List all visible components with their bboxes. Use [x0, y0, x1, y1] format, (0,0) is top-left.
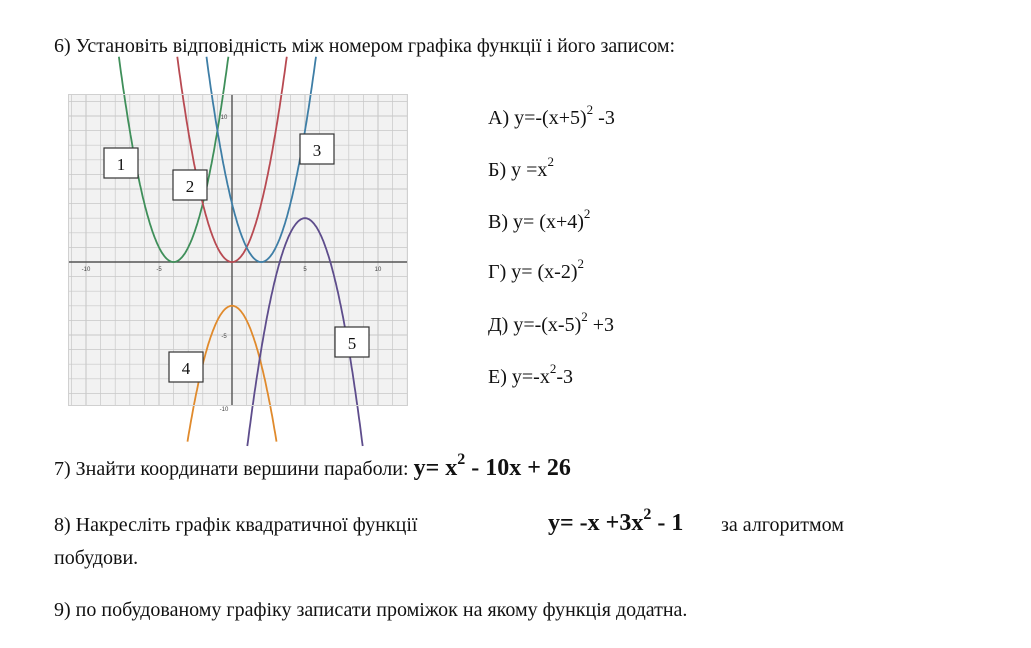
answer-formula: y=-(x-5)	[513, 314, 582, 336]
answer-v	[488, 206, 591, 234]
answer-formula-tail: -3	[556, 366, 574, 388]
task9: 9) по побудованому графіку записати проміжок на якому функція додатна.	[54, 599, 688, 621]
graph-label-2: 2	[185, 177, 195, 196]
task8-text: 8) Накресліть графік квадратичної функції	[54, 514, 418, 536]
exponent: 2	[586, 102, 594, 118]
tick-label: -10	[81, 267, 91, 273]
task7	[54, 451, 571, 481]
graph-canvas	[68, 94, 408, 413]
answer-letter: Б)	[488, 159, 507, 181]
exponent: 2	[583, 206, 591, 222]
answer-letter: Г)	[488, 261, 507, 283]
task6-heading: 6) Установіть відповідність між номером графіка функції і його записом:	[54, 35, 676, 57]
graph-label-3: 3	[312, 141, 322, 160]
answer-g	[488, 256, 584, 284]
answer-formula: y= (x+4)	[513, 211, 584, 233]
task7-text: 7) Знайти координати вершини параболи:	[54, 458, 414, 480]
exponent: 2	[549, 361, 557, 377]
answer-letter: Е)	[488, 366, 507, 388]
tick-label: 10	[374, 267, 382, 273]
exponent: 2	[547, 154, 554, 170]
tick-label: 10	[220, 115, 228, 121]
task7-formula: $y= x^2 - 10x + 26$	[413, 451, 571, 481]
tick-label: -5	[156, 267, 162, 273]
graph-label-5: 5	[347, 334, 357, 353]
answer-formula-tail: +3	[587, 314, 615, 336]
graph-border	[69, 95, 408, 406]
graph-label-1: 1	[116, 155, 126, 174]
answer-d	[488, 309, 615, 337]
answer-letter: А)	[488, 107, 510, 129]
answer-formula-tail: -3	[593, 107, 615, 129]
function-graphs-figure	[68, 94, 408, 413]
task8-line2: побудови.	[54, 547, 139, 569]
graph-label-4: 4	[181, 359, 191, 378]
answer-b	[488, 154, 554, 182]
tick-label: -5	[221, 334, 227, 340]
answer-formula: y=-(x+5)	[514, 107, 587, 129]
exponent: 2	[581, 309, 588, 325]
exponent: 2	[577, 256, 584, 272]
tick-label: -10	[219, 407, 229, 413]
answer-formula: y= (x-2)	[511, 261, 578, 283]
task8-formula: $y= -x +3x^2 - 1$	[548, 506, 684, 536]
answer-formula: y =x	[511, 159, 548, 181]
answer-formula: y=-x	[511, 366, 550, 388]
answer-letter: Д)	[488, 314, 509, 336]
tick-label: 5	[303, 267, 307, 273]
answer-a	[488, 102, 615, 130]
answer-letter: В)	[488, 211, 508, 233]
task8-line1	[54, 513, 417, 537]
task8-tail: за алгоритмом	[721, 514, 844, 536]
answer-e	[488, 361, 574, 389]
